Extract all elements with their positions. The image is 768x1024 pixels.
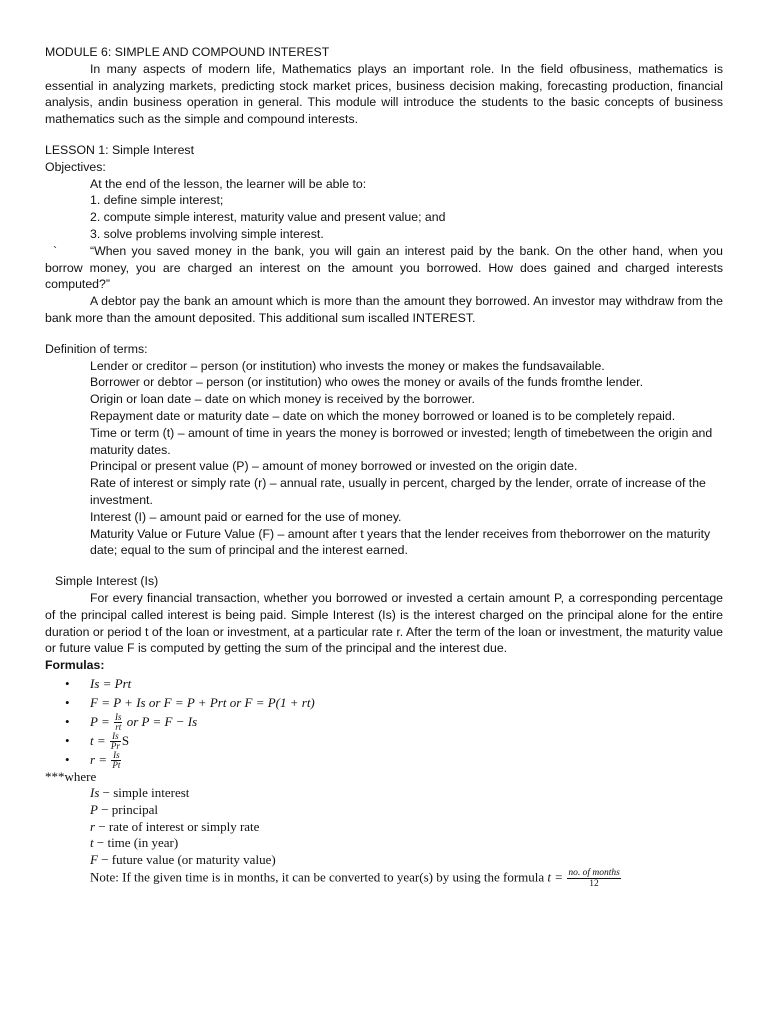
definition-item bbox=[45, 358, 723, 375]
definition-alt-term: simply rate (r) bbox=[191, 476, 267, 491]
fraction: $\frac{Is}{rt}$ bbox=[114, 712, 122, 733]
definition-heading: Definition of terms: bbox=[45, 341, 148, 356]
objective-item: 1. define simple interest; bbox=[90, 193, 224, 208]
definition-text: – amount of money borrowed or invested on the origin date. bbox=[248, 459, 578, 474]
fraction: $\frac{Is}{Pt}$ bbox=[112, 750, 121, 771]
quote-text: “When you saved money in the bank, you will gain an interest paid by the bank. On the other hand, when you borrow money, you are charged an interest on the amount you borrowed. How does gained and charged interests computed?” bbox=[45, 243, 723, 292]
definition-item bbox=[45, 425, 723, 459]
fraction: $\frac{Is}{Pr}$ bbox=[110, 731, 120, 752]
lesson-title: LESSON 1: Simple Interest bbox=[45, 142, 194, 157]
where-item bbox=[45, 819, 723, 836]
where-item bbox=[45, 785, 723, 802]
definition-term: Time bbox=[90, 425, 117, 440]
definition-or: or bbox=[180, 408, 199, 423]
definition-item bbox=[45, 475, 723, 509]
definition-term: Lender bbox=[90, 358, 129, 373]
where-description: − future value (or maturity value) bbox=[97, 851, 276, 867]
where-symbol: F bbox=[90, 851, 98, 867]
objective-item: 2. compute simple interest, maturity value and present value; and bbox=[90, 210, 446, 225]
formulas-list bbox=[45, 674, 723, 769]
formula-item: • F = P + Is or F = P + Prt or F = P(1 + rt) bbox=[45, 693, 723, 712]
where-description: − rate of interest or simply rate bbox=[95, 818, 260, 834]
where-item bbox=[45, 835, 723, 852]
where-symbol: t bbox=[90, 835, 94, 851]
where-block bbox=[45, 769, 723, 869]
definition-alt-term: present value (P) bbox=[154, 459, 249, 474]
definition-item bbox=[45, 408, 723, 425]
definition-text: – amount of time in years the money is borrowed or invested; length of timebetween the origin and maturity dates. bbox=[90, 425, 713, 457]
where-symbol: Is bbox=[90, 785, 100, 801]
formula-item: • t = $\frac{Is}{Pr}$ S bbox=[45, 731, 723, 750]
definition-text: – person (or institution) who owes the money or avails of the funds fromthe lender. bbox=[192, 375, 643, 390]
where-symbol: r bbox=[90, 818, 96, 834]
definition-or: or bbox=[137, 459, 155, 474]
simple-interest-paragraph: For every financial transaction, whether you borrowed or invested a certain amount P, a corresponding percentage of the principal called interest is being paid. Simple Interest (Is) is the interest charged on the principal alone for the entire duration or period t of the loan or investment, at a particular rate r. After the term of the loan or investment, the maturity value or future value F is computed by getting the sum of the principal and the interest due. bbox=[45, 590, 723, 656]
definition-alt-term: Future Value (F) bbox=[185, 526, 275, 541]
where-description: − principal bbox=[97, 802, 158, 818]
formula-item: • Is = Prt bbox=[45, 674, 723, 693]
definition-or: or bbox=[173, 476, 192, 491]
definition-text: – date on which money is received by the borrower. bbox=[191, 392, 475, 407]
definition-item bbox=[45, 526, 723, 560]
formulas-label: Formulas: bbox=[45, 658, 105, 673]
definition-alt-term: term (t) bbox=[134, 425, 175, 440]
definition-or: or bbox=[128, 358, 147, 373]
debtor-paragraph: A debtor pay the bank an amount which is more than the amount they borrowed. An investor may withdraw from the bank more than the amount deposited. This additional sum iscalled INTEREST. bbox=[45, 294, 723, 325]
definition-alt-term: creditor bbox=[146, 358, 188, 373]
where-symbol: P bbox=[90, 802, 98, 818]
intro-paragraph: In many aspects of modern life, Mathematics plays an important role. In the field ofbusiness, mathematics is essential in analyzing markets, predicting stock market prices, business decision making, forecasting production, financial analysis, andin business operation in general. This module will introduce the students to the basic concepts of business mathematics such as the simple and compound interests. bbox=[45, 61, 723, 127]
definition-text: – person (or institution) who invests the money or makes the fundsavailable. bbox=[187, 358, 605, 373]
where-item bbox=[45, 852, 723, 869]
definition-or: or bbox=[116, 425, 135, 440]
where-description: − time (in year) bbox=[93, 835, 179, 851]
formula-item: • P = $\frac{Is}{rt}$ or P = F − Is bbox=[45, 712, 723, 731]
quote-mark: ` bbox=[53, 243, 58, 258]
definition-text: – amount paid or earned for the use of money. bbox=[146, 509, 402, 524]
definition-alt-term: maturity date bbox=[198, 408, 270, 423]
definition-term: Origin bbox=[90, 392, 123, 407]
where-label: ***where bbox=[45, 768, 97, 784]
where-item bbox=[45, 802, 723, 819]
definition-term: Interest (I) bbox=[90, 509, 147, 524]
definition-item bbox=[45, 374, 723, 391]
definition-item bbox=[45, 391, 723, 408]
definition-term: Repayment date bbox=[90, 408, 181, 423]
definition-item bbox=[45, 509, 723, 526]
objective-item: 3. solve problems involving simple interest. bbox=[90, 226, 324, 241]
note-text: Note: If the given time is in months, it can be converted to year(s) by using the formula t = $\frac{\text{no. of months}}{12}$ bbox=[90, 868, 620, 890]
objectives-lead: At the end of the lesson, the learner will be able to: bbox=[90, 176, 367, 191]
fraction: $\frac{\text{no. of months}}{12}$ bbox=[568, 868, 620, 890]
definition-term: Borrower bbox=[90, 375, 140, 390]
definition-or: or bbox=[167, 526, 186, 541]
where-description: − simple interest bbox=[99, 785, 190, 801]
formula-item: • r = $\frac{Is}{Pt}$ bbox=[45, 750, 723, 769]
objectives-label: Objectives: bbox=[45, 159, 106, 174]
simple-interest-heading: Simple Interest (Is) bbox=[55, 574, 159, 589]
definition-term: Principal bbox=[90, 459, 138, 474]
definition-text: – date on which the money borrowed or loaned is to be completely repaid. bbox=[269, 408, 676, 423]
definition-text: – amount after t years that the lender receives from theborrower on the maturity date; equal to the sum of principal and the interest earned. bbox=[90, 526, 711, 558]
definition-text: – annual rate, usually in percent, charged by the lender, orrate of increase of the investment. bbox=[90, 476, 706, 507]
quote-paragraph bbox=[45, 243, 723, 293]
module-title: MODULE 6: SIMPLE AND COMPOUND INTEREST bbox=[45, 45, 330, 59]
definition-item bbox=[45, 458, 723, 475]
document-page bbox=[45, 44, 723, 889]
definition-or: or bbox=[122, 392, 141, 407]
definition-or: or bbox=[139, 375, 158, 390]
definition-term: Rate of interest bbox=[90, 476, 174, 491]
definition-term: Maturity Value bbox=[90, 526, 168, 541]
definition-alt-term: debtor bbox=[157, 375, 193, 390]
definitions-list bbox=[45, 358, 723, 560]
definition-alt-term: loan date bbox=[140, 392, 192, 407]
